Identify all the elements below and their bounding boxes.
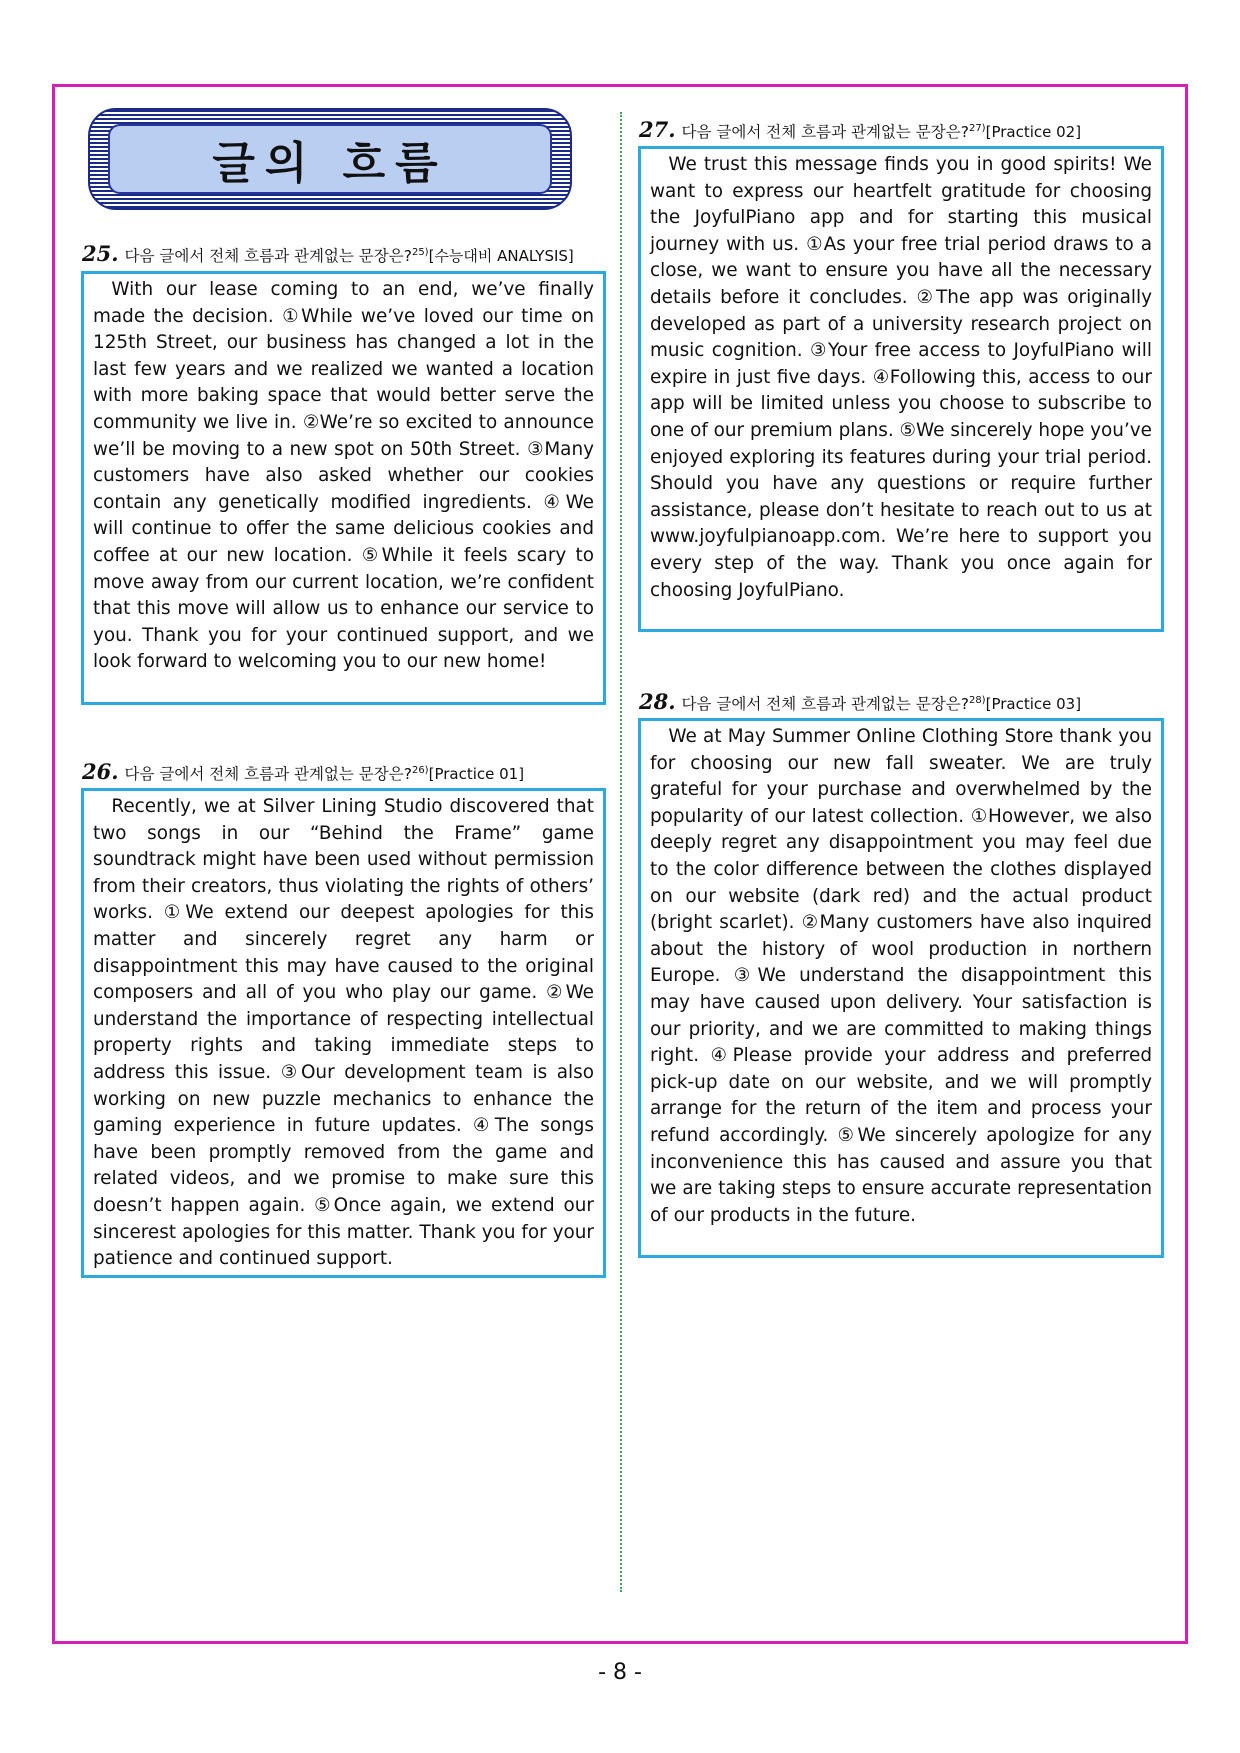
question-prompt: 다음 글에서 전체 흐름과 관계없는 문장은? — [681, 695, 969, 714]
page-title: 글의 흐름 — [212, 138, 448, 189]
question-source: [Practice 02] — [985, 123, 1082, 142]
question-prompt: 다음 글에서 전체 흐름과 관계없는 문장은? — [124, 765, 412, 784]
page-number: - 8 - — [598, 1660, 642, 1685]
question-28-header — [639, 690, 1081, 715]
footnote-marker: 27) — [968, 123, 986, 134]
footnote-marker: 26) — [411, 765, 429, 776]
question-source: [수능대비 ANALYSIS] — [428, 247, 574, 266]
question-25-header — [82, 242, 574, 267]
question-number: 26. — [82, 759, 119, 785]
question-25-passage-box — [81, 271, 606, 705]
question-28-passage-box — [638, 718, 1164, 1258]
question-number: 25. — [82, 241, 119, 267]
question-source: [Practice 01] — [428, 765, 525, 784]
question-number: 27. — [639, 117, 676, 143]
passage-text: Recently, we at Silver Lining Studio discovered that two songs in our “Behind the Frame” game soundtrack might have been used without permission from their creators, thus violating the rights of others’ works. ①We extend our deepest apologies for this matter and sincerely regret any harm or disappointment this may have caused to the original composers and all of you who play our game. ②We understand the importance of respecting intellectual property rights and taking immediate steps to address this issue. ③Our development team is also working on new puzzle mechanics to enhance the gaming experience in future updates. ④The songs have been promptly removed from the game and related videos, and we promise to make sure this doesn’t happen again. ⑤Once again, we extend our sincerest apologies for this matter. Thank you for your patience and continued support. — [93, 796, 594, 1270]
passage-text: We trust this message finds you in good spirits! We want to express our heartfelt gratitude for choosing the JoyfulPiano app and for starting this musical journey with us. ①As your free trial period draws to a close, we want to ensure you have all the necessary details before it concludes. ②The app was originally developed as part of a university research project on music cognition. ③Your free access to JoyfulPiano will expire in just five days. ④Following this, access to our app will be limited unless you choose to subscribe to one of our premium plans. ⑤We sincerely hope you’ve enjoyed exploring its features during your trial period. Should you have any questions or require further assistance, please don’t hesitate to reach out to us at www.joyfulpianoapp.com. We’re here to support you every step of the way. Thank you once again for choosing JoyfulPiano. — [650, 154, 1152, 601]
title-banner — [88, 108, 572, 210]
question-27-passage-box — [638, 146, 1164, 632]
passage-text: With our lease coming to an end, we’ve finally made the decision. ①While we’ve loved our time on 125th Street, our business has changed a lot in the last few years and we realized we wanted a location with more baking space that would better serve the community we live in. ②We’re so excited to announce we’ll be moving to a new spot on 50th Street. ③Many customers have also asked whether our cookies contain any genetically modified ingredients. ④We will continue to offer the same delicious cookies and coffee at our new location. ⑤While it feels scary to move away from our current location, we’re confident that this move will allow us to enhance our service to you. Thank you for your continued support, and we look forward to welcoming you to our new home! — [93, 279, 594, 673]
title-panel — [108, 124, 552, 194]
footnote-marker: 25) — [411, 247, 429, 258]
question-26-passage-box — [81, 788, 606, 1278]
question-number: 28. — [639, 689, 676, 715]
question-prompt: 다음 글에서 전체 흐름과 관계없는 문장은? — [681, 123, 969, 142]
column-divider — [620, 112, 622, 1592]
question-prompt: 다음 글에서 전체 흐름과 관계없는 문장은? — [124, 247, 412, 266]
question-27-header — [639, 118, 1081, 143]
footnote-marker: 28) — [968, 695, 986, 706]
question-source: [Practice 03] — [985, 695, 1082, 714]
question-26-header — [82, 760, 524, 785]
passage-text: We at May Summer Online Clothing Store thank you for choosing our new fall sweater. We are truly grateful for your purchase and overwhelmed by the popularity of our latest collection. ①However, we also deeply regret any disappointment you may feel due to the color difference between the clothes displayed on our website (dark red) and the actual product (bright scarlet). ②Many customers have also inquired about the history of wool production in northern Europe. ③We understand the disappointment this may have caused upon delivery. Your satisfaction is our priority, and we are committed to making things right. ④Please provide your address and preferred pick-up date on our website, and we will promptly arrange for the return of the item and process your refund accordingly. ⑤We sincerely apologize for any inconvenience this has caused and assure you that we are taking steps to ensure accurate representation of our products in the future. — [650, 726, 1152, 1226]
